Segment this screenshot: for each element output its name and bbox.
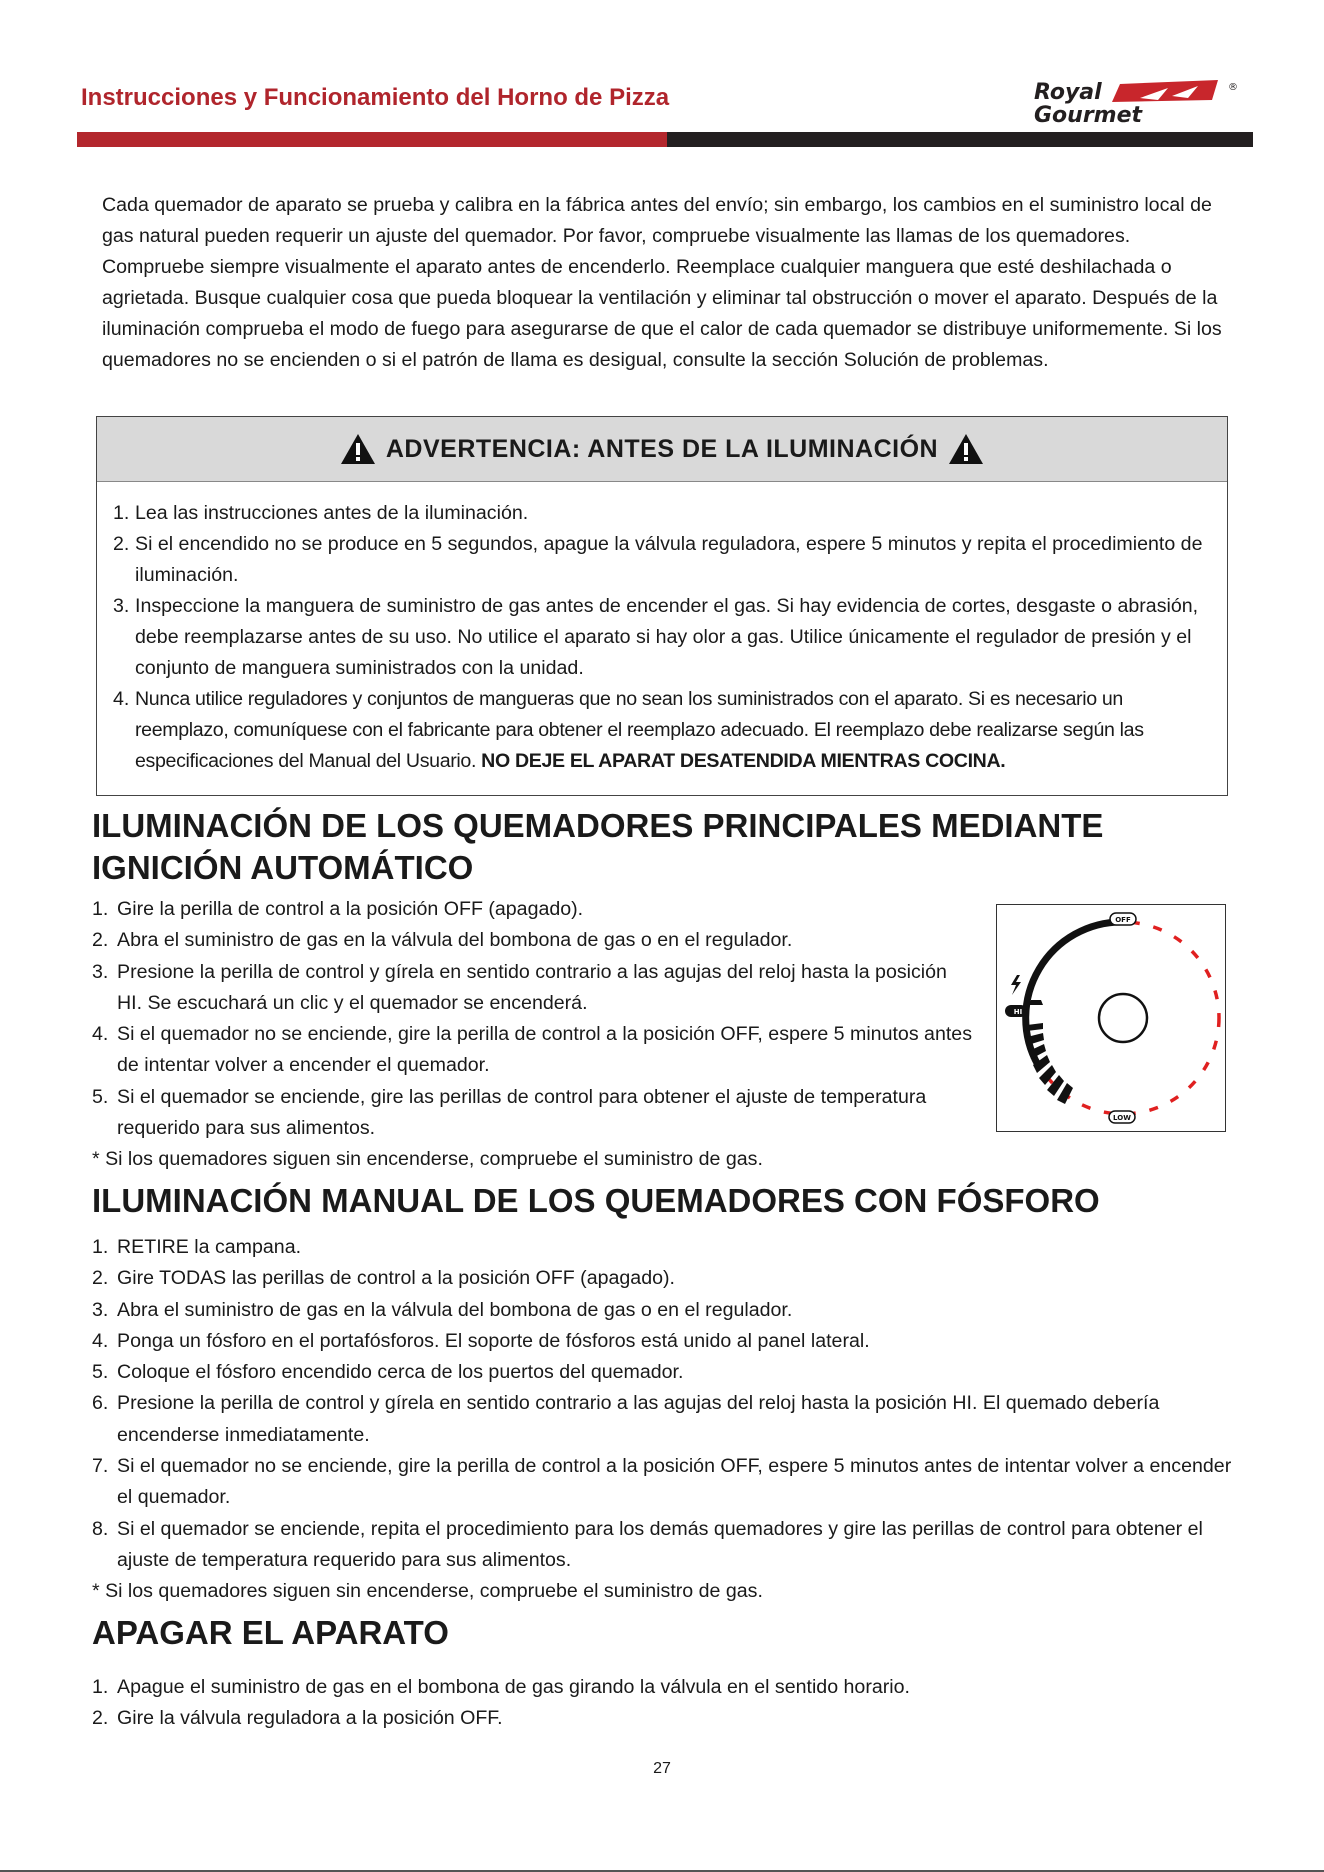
list-item (92, 1263, 1232, 1294)
list-text: Lea las instrucciones antes de la iluminación. (135, 502, 529, 524)
warning-emphasis: NO DEJE EL APARAT DESATENDIDA MIENTRAS COCINA. (481, 750, 1006, 772)
list-number: 8. (92, 1517, 109, 1540)
list-number: 5. (92, 1085, 109, 1108)
list-item (92, 1703, 1232, 1734)
royal-gourmet-logo (1028, 78, 1248, 128)
list-text: Presione la perilla de control y gírela en sentido contrario a las agujas del reloj hasta la posición HI. El quemado debería encenderse inmediatamente. (117, 1392, 1160, 1446)
warning-list (97, 482, 1227, 777)
manual-lighting-steps (92, 1232, 1232, 1608)
list-number: 2. (92, 1267, 109, 1290)
list-item (92, 1232, 1232, 1263)
list-item (92, 1357, 1232, 1388)
list-item (92, 957, 972, 1020)
list-item (113, 529, 1217, 591)
list-item (92, 894, 972, 925)
list-number: 2. (92, 929, 109, 952)
list-text: Ponga un fósforo en el portafósforos. El soporte de fósforos está unido al panel lateral. (117, 1329, 870, 1352)
note-text: * Si los quemadores siguen sin encenderse, compruebe el suministro de gas. (92, 1148, 763, 1171)
list-text: Gire la perilla de control a la posición OFF (apagado). (117, 898, 584, 920)
logo-line2: Gourmet (1034, 103, 1143, 128)
list-number: 1. (92, 1236, 109, 1258)
warning-triangle-icon (340, 433, 376, 465)
list-item (92, 1326, 1232, 1357)
page-number: 27 (653, 1760, 671, 1777)
list-item (92, 1388, 1232, 1451)
list-item (92, 1082, 972, 1145)
note (92, 1144, 972, 1175)
note-text: * Si los quemadores siguen sin encenderse, compruebe el suministro de gas. (92, 1580, 763, 1603)
header-rule-red (77, 132, 667, 147)
flame-flag-icon (1112, 80, 1218, 102)
list-item (92, 1451, 1232, 1514)
intro-paragraph: Cada quemador de aparato se prueba y calibra en la fábrica antes del envío; sin embargo, los cambios en el suministro local de gas natural pueden requerir un ajuste del quemador. Por favor, compruebe visualmente las llamas de los quemadores. Compruebe siempre visualmente el aparato antes de encenderlo. Reemplace cualquier manguera que esté deshilachada o agrietada. Busque cualquier cosa que pueda bloquear la ventilación y eliminar tal obstrucción o mover el aparato. Después de la iluminación comprueba el modo de fuego para asegurarse de que el calor de cada quemador se distribuye uniformemente. Si los quemadores no se encienden o si el patrón de llama es desigual, consulte la sección Solución de problemas. (102, 194, 1222, 371)
list-item (113, 591, 1217, 684)
list-number: 1. (113, 502, 130, 524)
list-text-wrapper (135, 684, 1217, 777)
control-knob-diagram (996, 904, 1226, 1132)
auto-ignition-steps (92, 894, 972, 1176)
header-rule-dark (667, 132, 1253, 147)
list-text: Si el encendido no se produce en 5 segundos, apague la válvula reguladora, espere 5 minutos y repita el procedimiento de iluminación. (135, 533, 1203, 586)
list-text: Nunca utilice reguladores y conjuntos de mangueras que no sean los suministrados con el aparato. Si es necesario un reemplazo, comuníquese con el fabricante para obtener el reemplazo adecuado. El reemplazo debe realizarse según las especificaciones del Manual del Usuario. (135, 688, 1144, 772)
list-text: Abra el suministro de gas en la válvula del bombona de gas o en el regulador. (117, 929, 793, 952)
list-text: Si el quemador no se enciende, gire la perilla de control a la posición OFF, espere 5 minutos antes de intentar volver a encender el quemador. (117, 1455, 1232, 1509)
list-number: 4. (92, 1329, 109, 1352)
turn-off-steps (92, 1672, 1232, 1735)
logo-line1: Royal (1034, 80, 1102, 105)
section-title-auto-ignition: ILUMINACIÓN DE LOS QUEMADORES PRINCIPALES MEDIANTE IGNICIÓN AUTOMÁTICO (92, 807, 1104, 886)
list-number: 1. (92, 1676, 109, 1698)
list-item (113, 684, 1217, 777)
list-number: 7. (92, 1455, 109, 1478)
list-text: Si el quemador no se enciende, gire la perilla de control a la posición OFF, espere 5 minutos antes de intentar volver a encender el quemador. (117, 1023, 972, 1077)
list-text: Gire TODAS las perillas de control a la posición OFF (apagado). (117, 1267, 675, 1290)
list-text: Si el quemador se enciende, repita el procedimiento para los demás quemadores y gire las perillas de control para obtener el ajuste de temperatura requerido para sus alimentos. (117, 1517, 1203, 1571)
warning-box (96, 416, 1228, 796)
list-item (113, 498, 1217, 529)
list-text: Inspeccione la manguera de suministro de gas antes de encender el gas. Si hay evidencia de cortes, desgaste o abrasión, debe reemplazarse antes de su uso. No utilice el aparato si hay olor a gas. Utilice únicamente el regulador de presión y el conjunto de manguera suministrados con la unidad. (135, 595, 1199, 679)
list-text: Gire la válvula reguladora a la posición OFF. (117, 1707, 503, 1730)
page-header-title: Instrucciones y Funcionamiento del Horno de Pizza (81, 84, 670, 111)
spark-icon (1011, 975, 1021, 995)
list-text: Apague el suministro de gas en el bombona de gas girando la válvula en el sentido horario. (117, 1676, 910, 1698)
list-item (92, 925, 972, 956)
list-item (92, 1019, 972, 1082)
list-number: 3. (92, 1298, 109, 1321)
registered-mark: ® (1228, 82, 1238, 93)
list-item (92, 1295, 1232, 1326)
list-number: 4. (92, 1023, 109, 1046)
list-number: 2. (92, 1707, 109, 1730)
section-title-turn-off: APAGAR EL APARATO (92, 1614, 449, 1651)
list-text: RETIRE la campana. (117, 1236, 302, 1258)
list-text: Presione la perilla de control y gírela en sentido contrario a las agujas del reloj hasta la posición HI. Se escuchará un clic y el quemador se encenderá. (117, 960, 947, 1014)
list-text: Abra el suministro de gas en la válvula del bombona de gas o en el regulador. (117, 1298, 793, 1321)
list-item (92, 1672, 1232, 1703)
dial-off-label: OFF (1115, 916, 1131, 924)
note (92, 1576, 1232, 1607)
list-number: 3. (92, 960, 109, 983)
list-number: 6. (92, 1392, 109, 1415)
list-number: 1. (92, 898, 109, 920)
list-number: 5. (92, 1361, 109, 1384)
list-number: 2. (113, 533, 130, 555)
warning-title: ADVERTENCIA: ANTES DE LA ILUMINACIÓN (385, 434, 939, 463)
list-number: 3. (113, 595, 130, 617)
list-text: Si el quemador se enciende, gire las perillas de control para obtener el ajuste de temperatura requerido para sus alimentos. (117, 1085, 927, 1140)
list-text: Coloque el fósforo encendido cerca de los puertos del quemador. (117, 1361, 684, 1384)
list-number: 4. (113, 688, 130, 710)
dial-low-label: LOW (1113, 1114, 1131, 1122)
warning-header (97, 417, 1227, 482)
control-knob-dial-icon (997, 905, 1225, 1131)
section-title-manual-lighting: ILUMINACIÓN MANUAL DE LOS QUEMADORES CON FÓSFORO (92, 1182, 1100, 1219)
warning-triangle-icon (948, 433, 984, 465)
dial-hi-label: HI (1013, 1008, 1023, 1016)
list-item (92, 1514, 1232, 1577)
